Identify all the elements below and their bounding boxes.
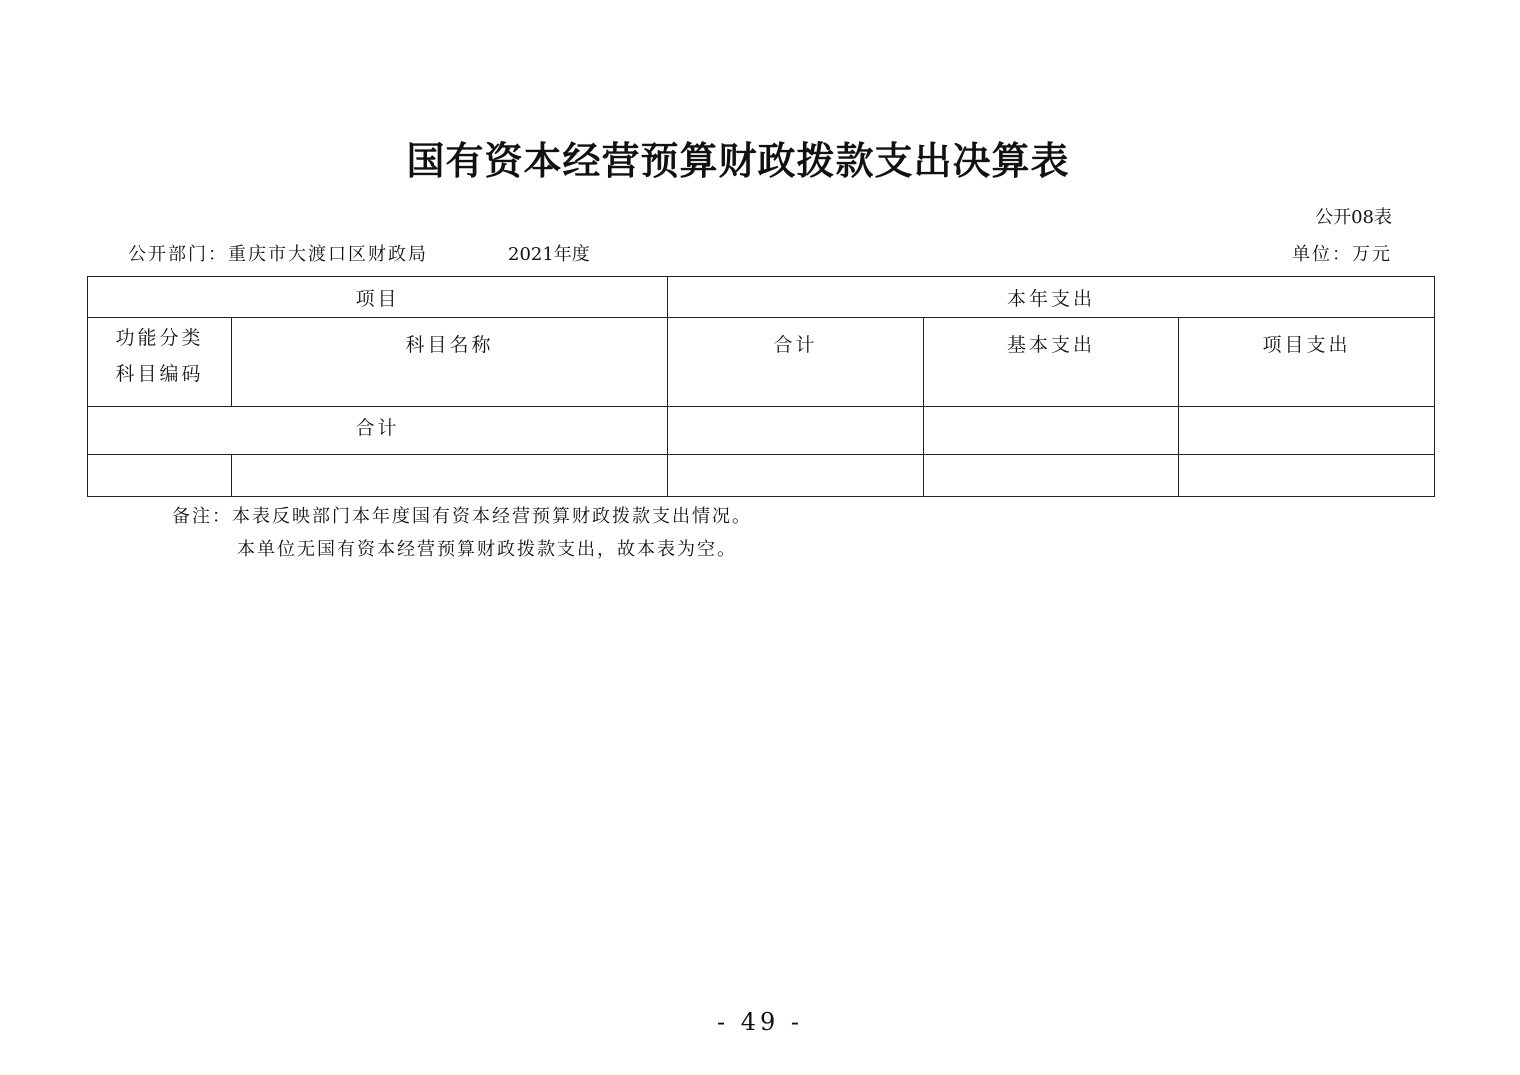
table-subheader-row	[88, 318, 1435, 407]
header-current-year: 本年支出	[668, 277, 1435, 318]
empty-cell	[1179, 455, 1435, 497]
unit-label: 单位：万元	[1292, 244, 1392, 265]
col-code-header	[88, 318, 232, 407]
project-cell	[1179, 407, 1435, 455]
col-basic-header: 基本支出	[924, 318, 1179, 407]
empty-cell	[668, 455, 924, 497]
col-name-header: 科目名称	[232, 318, 668, 407]
empty-cell	[88, 455, 232, 497]
basic-cell	[924, 407, 1179, 455]
form-number: 公开08表	[1315, 207, 1392, 228]
notes	[172, 500, 752, 566]
col-total-header: 合计	[668, 318, 924, 407]
table-row	[88, 455, 1435, 497]
page-title: 国有资本经营预算财政拨款支出决算表	[406, 138, 1070, 183]
note-line-2: 本单位无国有资本经营预算财政拨款支出，故本表为空。	[237, 539, 737, 560]
page-number: - 49 -	[716, 1008, 803, 1036]
col-code-line1: 功能分类	[115, 327, 204, 349]
expenditure-table	[87, 276, 1435, 497]
empty-cell	[924, 455, 1179, 497]
header-item: 项目	[88, 277, 668, 318]
note-line-1: 备注：本表反映部门本年度国有资本经营预算财政拨款支出情况。	[172, 506, 752, 527]
col-project-header: 项目支出	[1179, 318, 1435, 407]
year-label: 2021年度	[508, 244, 590, 265]
department-label: 公开部门：重庆市大渡口区财政局	[128, 244, 428, 265]
col-code-line2: 科目编码	[115, 363, 204, 385]
table-header-row	[88, 277, 1435, 318]
total-row-label: 合计	[88, 407, 668, 455]
empty-cell	[232, 455, 668, 497]
total-cell	[668, 407, 924, 455]
table-total-row	[88, 407, 1435, 455]
